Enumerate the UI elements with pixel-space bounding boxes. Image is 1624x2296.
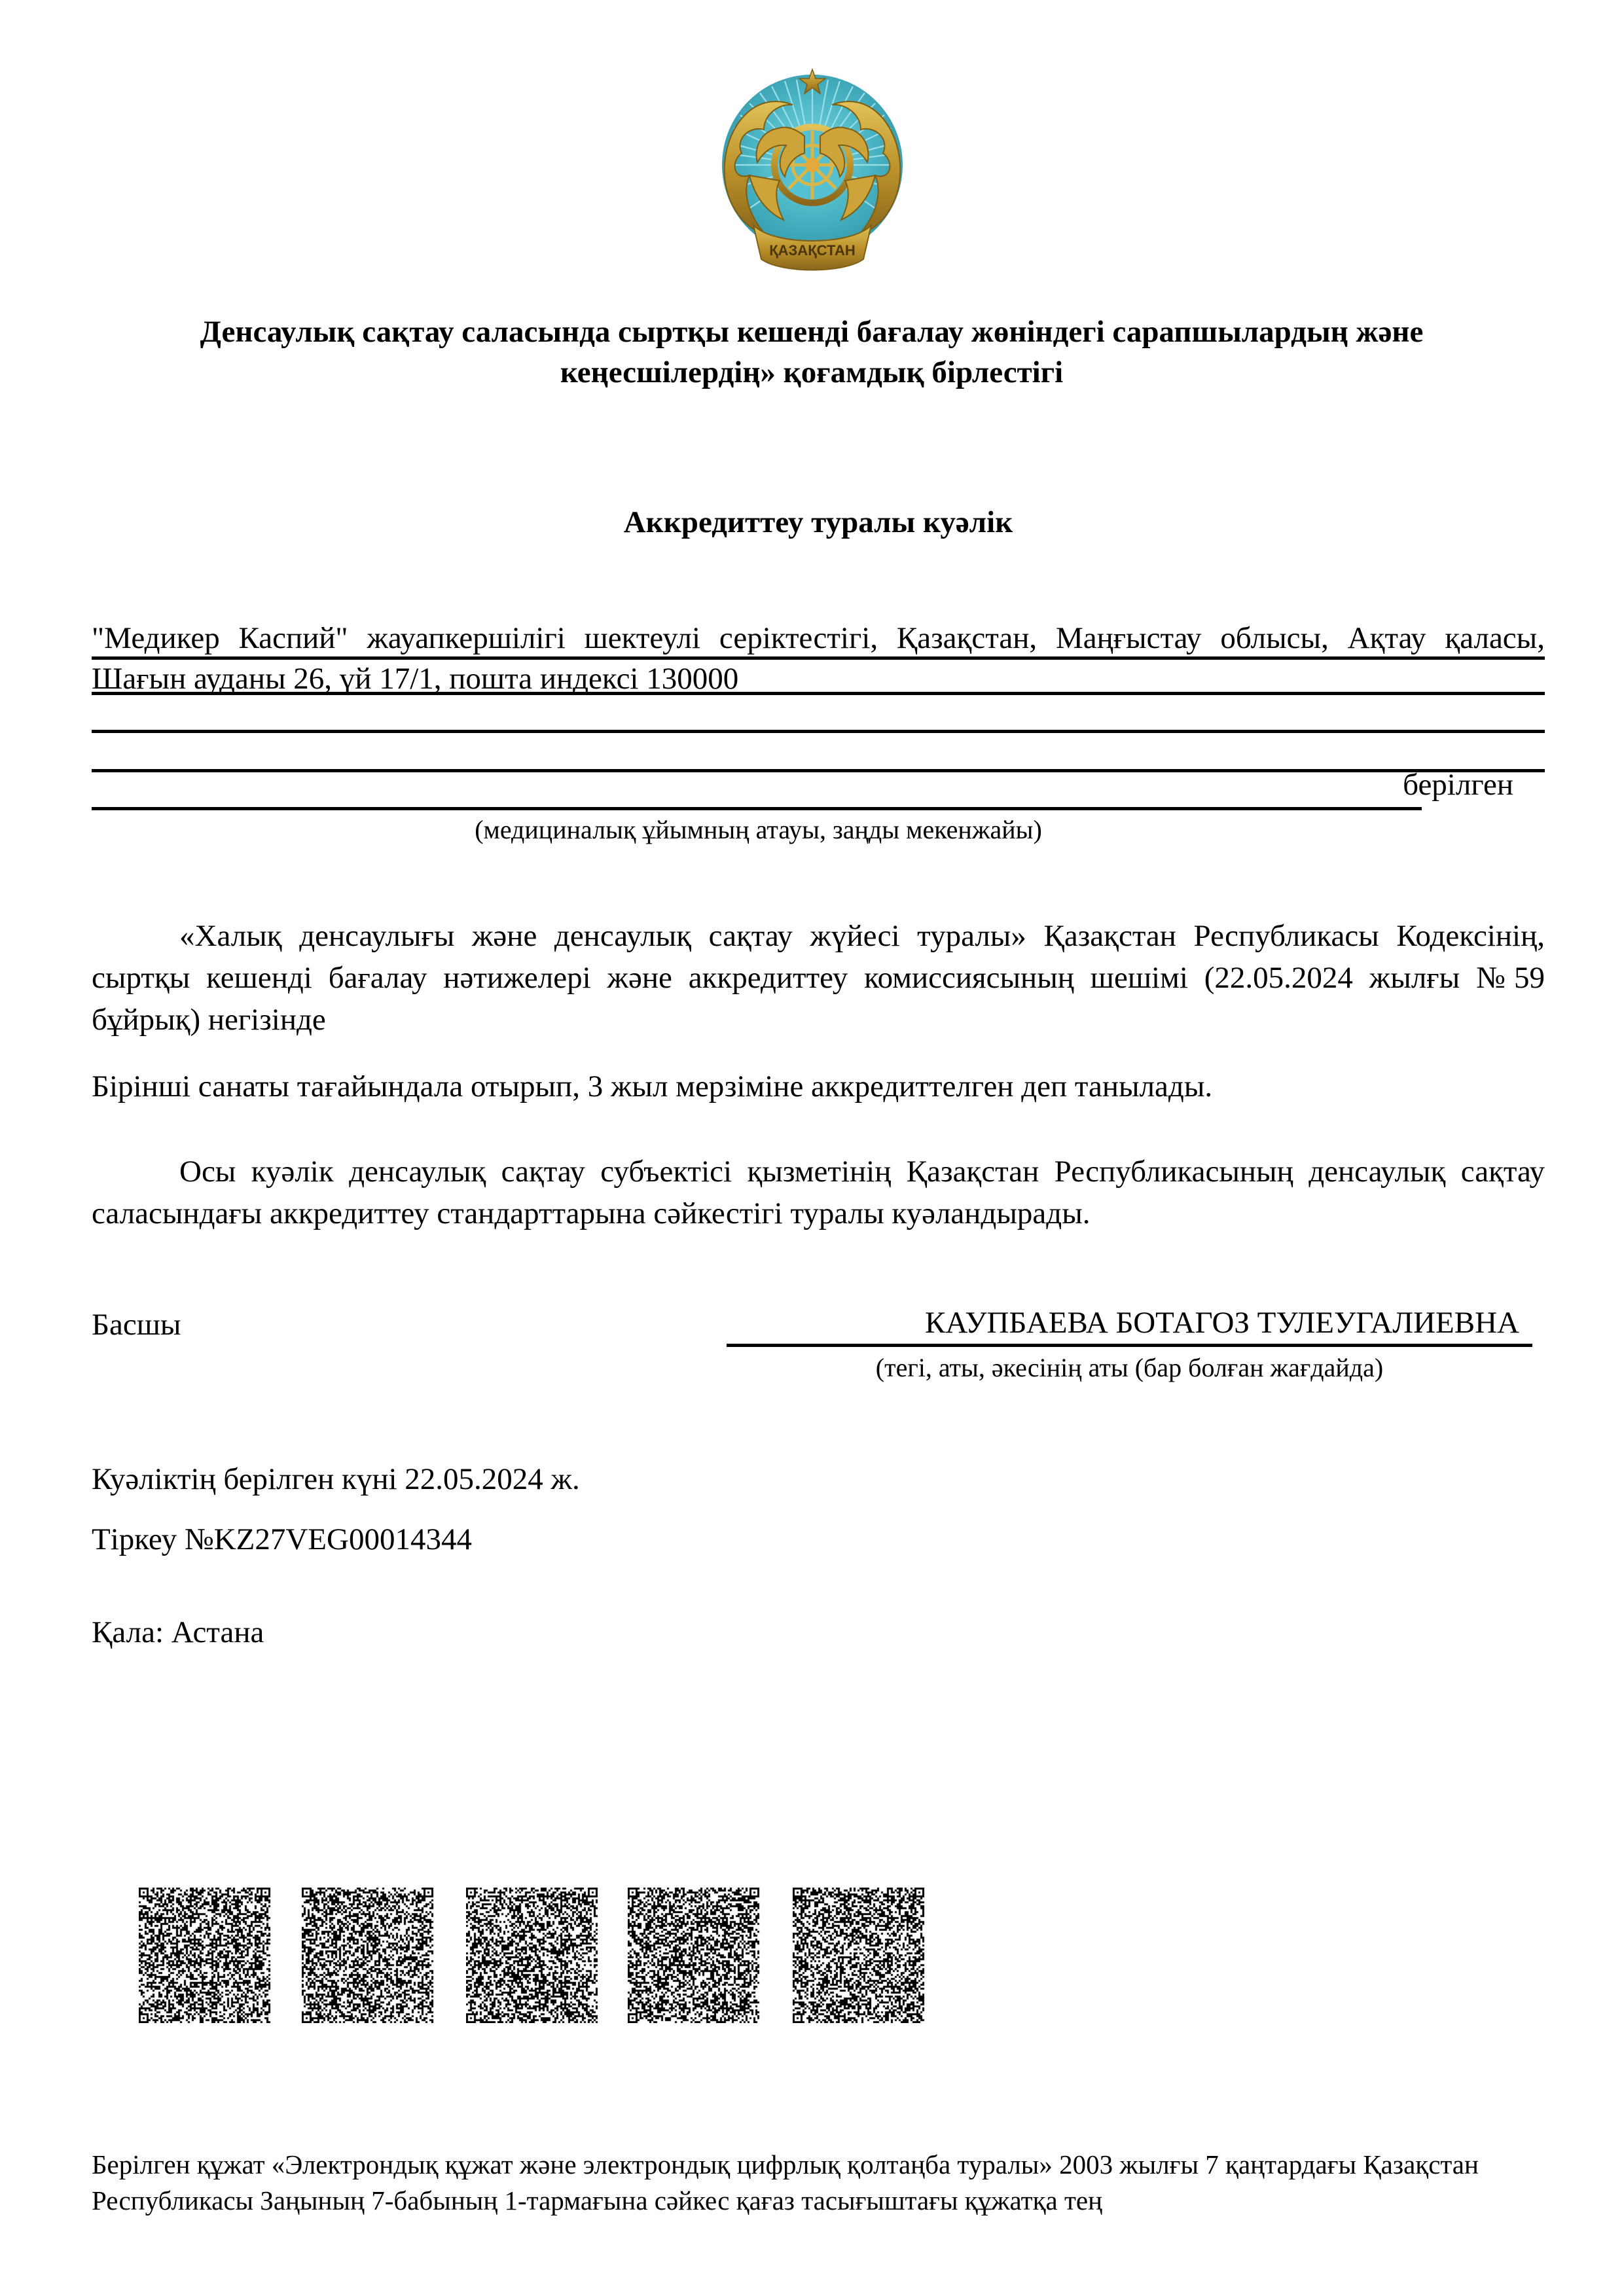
document-title: Аккредиттеу туралы куәлік [623,505,1013,539]
issued-label: берілген [1403,768,1513,802]
qr-code-5 [793,1888,926,2023]
kazakhstan-emblem-graphic [715,65,909,279]
blank-underline-row [92,733,1545,772]
qr-code-1 [139,1888,272,2023]
recipient-name-line: "Медикер Каспий" жауапкершілігі шектеулі серіктестігі, Қазақстан, Маңғыстау облысы, Ақтау қаласы, [92,620,1545,660]
signature-underline [727,1343,1532,1347]
kazakhstan-emblem [715,65,909,279]
recipient-caption: (медициналық ұйымның атауы, заңды мекенжайы) [475,815,1042,844]
signatory-role-label: Басшы [92,1308,181,1342]
issue-date-line: Куәліктің берілген күні 22.05.2024 ж. [92,1462,580,1496]
legal-basis-paragraph: «Халық денсаулығы және денсаулық сақтау жүйесі туралы» Қазақстан Республикасы Кодексінің, сыртқы кешенді бағалау нәтижелері және аккредиттеу комиссиясының шешімі (22.05.2024 жылғы №59 бұйрық) негізінде [92,919,1545,1037]
category-paragraph: Бірінші санаты тағайындала отырып, 3 жыл мерзіміне аккредиттелген деп танылады. [92,1069,1213,1103]
recipient-block [92,620,1545,846]
registration-number-line: Тіркеу №KZ27VEG00014344 [92,1522,472,1556]
recipient-address-line: Шағын ауданы 26, үй 17/1, пошта индексі 130000 [92,660,1545,695]
attestation-paragraph: Осы куәлік денсаулық сақтау субъектісі қызметінің Қазақстан Республикасының денсаулық сақтау саласындағы аккредиттеу стандарттарына сәйкестігі туралы куәландырады. [92,1155,1545,1230]
qr-code-3 [466,1888,599,2023]
organization-name-heading: Денсаулық сақтау саласында сыртқы кешенді бағалау жөніндегі сарапшылардың және кеңесшілердің» қоғамдық бірлестігі [200,315,1424,389]
signature-area [727,1302,1532,1384]
issued-row [92,768,1545,810]
signatory-name: КАУПБАЕВА БОТАГОЗ ТУЛЕУГАЛИЕВНА [925,1306,1519,1340]
blank-underline-short [92,807,1422,810]
blank-underline-row [92,695,1545,733]
footer-line-1: Берілген құжат «Электрондық құжат және электрондық цифрлық қолтаңба туралы» 2003 жылғы 7 қаңтардағы Қазақстан [92,2149,1479,2179]
city-line: Қала: Астана [92,1615,264,1649]
digital-signature-codes-row [0,1888,1624,2023]
footer-legal-note [92,2147,1558,2219]
signature-caption: (тегі, аты, әкесінің аты (бар болған жағдайда) [875,1353,1384,1382]
qr-code-2 [302,1888,435,2023]
footer-line-2: Республикасы Заңының 7-бабының 1-тармағына сәйкес қағаз тасығыштағы құжатқа тең [92,2185,1103,2215]
emblem-banner-text: ҚАЗАҚСТАН [769,242,856,259]
qr-code-4 [628,1888,761,2023]
